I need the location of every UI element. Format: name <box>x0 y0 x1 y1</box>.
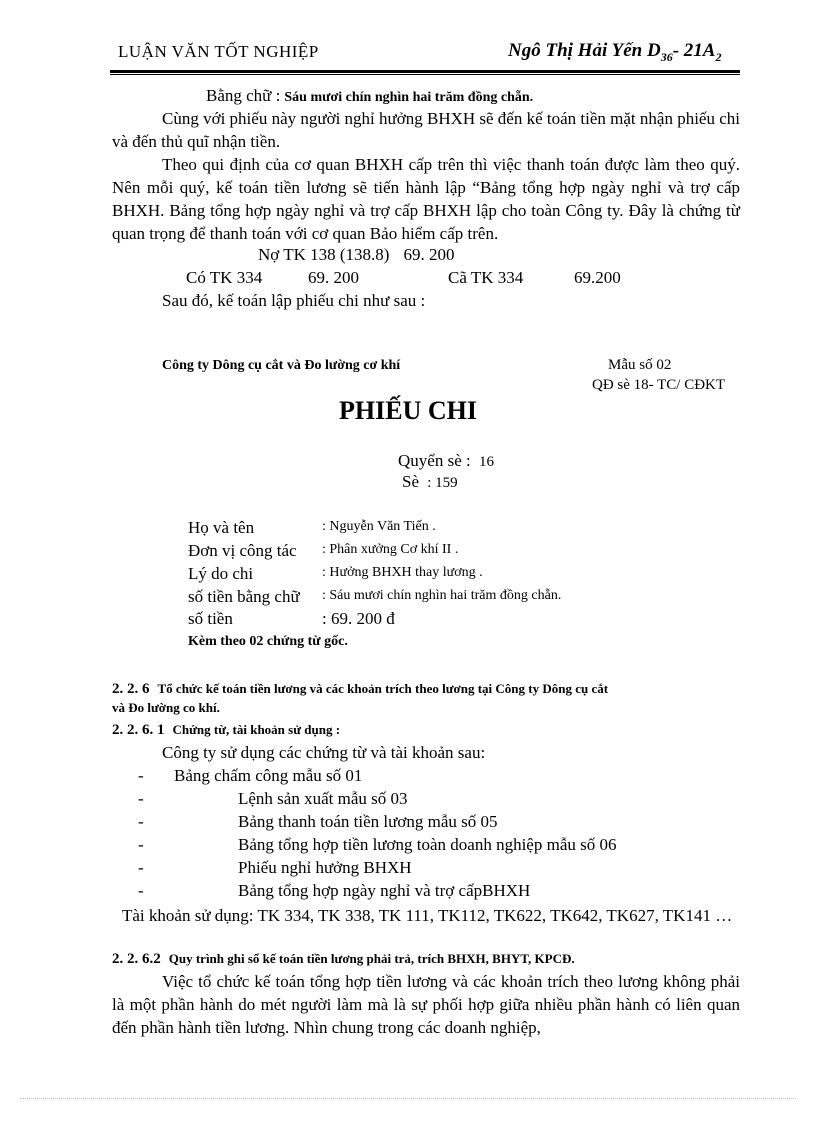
field-value-reason: : Hưởng BHXH thay lương . <box>322 565 483 580</box>
paragraph-2: Theo qui định của cơ quan BHXH cấp trên thì việc thanh toán được làm theo quý. Nên mỗi quý, kế toán tiền lương sẽ tiến hành lập “Bảng tổng hợp ngày nghỉ và trợ cấp BHXH. Bảng tổng hợp ngày nghỉ và trợ cấp BHXH lập cho toàn Công ty. Đây là chứng từ quan trọng để thanh toán với cơ quan Bảo hiểm cấp trên. <box>112 155 740 243</box>
section-226-heading-cont: và Đo lường co khí. <box>112 700 220 715</box>
entry-co-value: 69. 200 <box>308 268 359 287</box>
header-author: Ngô Thị Hải Yến $D_{36}-$ $21A_2$ <box>508 40 722 64</box>
field-label-name: Họ và tên <box>188 518 255 537</box>
list-bullet: - <box>138 789 144 808</box>
list-item: Bảng chấm công mẫu số 01 <box>174 766 363 785</box>
list-item: Bảng thanh toán tiền lương mẫu số 05 <box>238 812 498 831</box>
page-bottom-rule <box>20 1098 796 1099</box>
header-rule-thin <box>110 74 740 75</box>
entry-ca-value: 69.200 <box>574 268 621 287</box>
voucher-title: PHIẾU CHI <box>339 396 477 425</box>
accounts-used: Tài khoản sử dụng: TK 334, TK 338, TK 111, TK112, TK622, TK642, TK627, TK141 … <box>122 906 733 925</box>
field-value-amount-words: : Sáu mươi chín nghìn hai trăm đồng chẵn. <box>322 588 562 603</box>
section-2262-heading: 2. 2. 6.2 Quy trình ghi sổ kế toán tiền lương phải trả, trích BHXH, BHYT, KPCĐ. <box>112 951 575 967</box>
header-rule <box>110 70 740 73</box>
entry-co: Có TK 334 <box>186 268 263 287</box>
paragraph-1: Cùng với phiếu này người nghỉ hưởng BHXH sẽ đến kế toán tiền mặt nhận phiếu chi và đến thủ quĩ nhận tiền. <box>112 109 740 151</box>
entry-no: Nợ TK 138 (138.8) 69. 200 <box>258 245 455 264</box>
list-bullet: - <box>138 835 144 854</box>
list-bullet: - <box>138 812 144 831</box>
section-2261-intro: Công ty sử dụng các chứng từ và tài khoản sau: <box>162 743 486 762</box>
field-label-amount-words: số tiền bằng chữ <box>188 587 300 606</box>
decision-number: QĐ sè 18- TC/ CĐKT <box>592 377 726 393</box>
so-number: Sè : 159 <box>402 472 458 491</box>
sau-do-line: Sau đó, kế toán lập phiếu chi như sau : <box>162 291 426 310</box>
list-bullet: - <box>138 881 144 900</box>
attachment-note: Kèm theo 02 chứng từ gốc. <box>188 634 348 649</box>
header-title: LUẬN VĂN TỐT NGHIỆP <box>118 42 319 61</box>
field-value-name: : Nguyễn Văn Tiến . <box>322 519 436 534</box>
field-label-unit: Đơn vị công tác <box>188 541 297 560</box>
quyen-so: Quyển sè : 16 <box>398 451 494 470</box>
list-item: Phiếu nghỉ hưởng BHXH <box>238 858 412 877</box>
section-2261-heading: 2. 2. 6. 1 Chứng từ, tài khoản sử dụng : <box>112 722 341 738</box>
entry-ca: Cã TK 334 <box>448 268 524 287</box>
section-2262-paragraph: Việc tổ chức kế toán tổng hợp tiền lương và các khoản trích theo lương không phải là một phần hành do mét người làm mà là sự phối hợp giữa nhiều phần hành có liên quan đến phần hành tiền lương. Nhìn chung trong các doanh nghiệp, <box>112 972 740 1037</box>
list-bullet: - <box>138 858 144 877</box>
company-name: Công ty Dông cụ cắt và Đo lường cơ khí <box>162 358 401 373</box>
list-item: Lệnh sản xuất mẫu số 03 <box>238 789 408 808</box>
form-number: Mẫu số 02 <box>608 357 672 373</box>
list-item: Bảng tổng hợp tiền lương toàn doanh nghiệp mẫu số 06 <box>238 835 617 854</box>
section-226-heading: 2. 2. 6 Tổ chức kế toán tiền lương và các khoản trích theo lương tại Công ty Dông cụ cắt <box>112 681 609 697</box>
bang-chu-line: Bằng chữ : Sáu mươi chín nghìn hai trăm đồng chẵn. <box>206 86 534 105</box>
field-label-amount: số tiền <box>188 609 233 628</box>
field-value-amount: : 69. 200 đ <box>322 609 395 628</box>
field-label-reason: Lý do chi <box>188 564 254 583</box>
field-value-unit: : Phân xưởng Cơ khí II . <box>322 542 459 557</box>
list-item: Bảng tổng hợp ngày nghỉ và trợ cấpBHXH <box>238 881 531 900</box>
list-bullet: - <box>138 766 144 785</box>
